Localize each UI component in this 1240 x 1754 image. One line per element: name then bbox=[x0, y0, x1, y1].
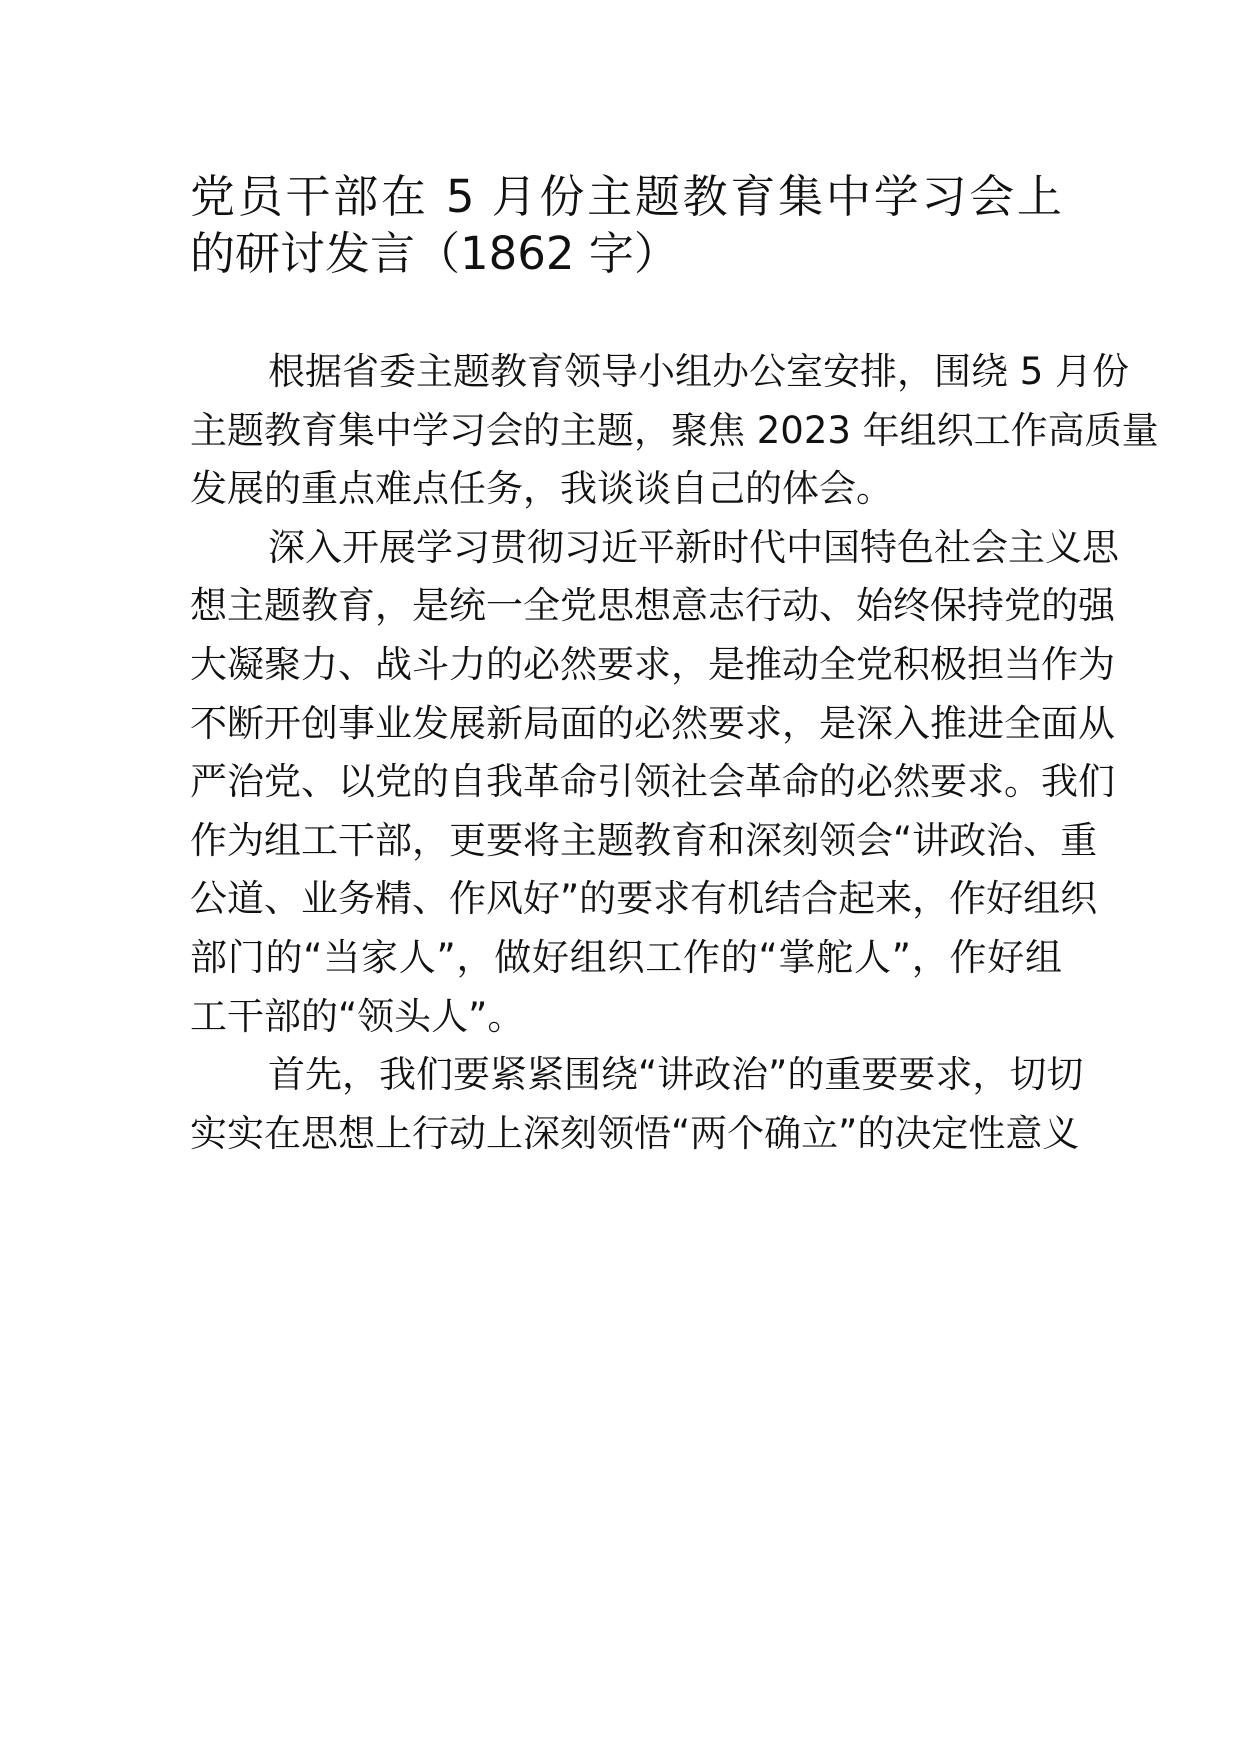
text-line: 不断开创事业发展新局面的必然要求，是深入推进全面从 bbox=[190, 701, 1115, 745]
text-line: 实实在思想上行动上深刻领悟“两个确立”的决定性意义 bbox=[190, 1111, 1080, 1155]
text-line: 作为组工干部，更要将主题教育和深刻领会“讲政治、重 bbox=[190, 818, 1098, 862]
title-line: 党员干部在 5 月份主题教育集中学习会上 bbox=[190, 170, 1062, 223]
text-line: 发展的重点难点任务，我谈谈自己的体会。 bbox=[190, 467, 893, 511]
paragraph bbox=[190, 343, 1159, 519]
document-title bbox=[190, 168, 1062, 282]
text-line: 严治党、以党的自我革命引领社会革命的必然要求。我们 bbox=[190, 760, 1115, 804]
text-line: 公道、业务精、作风好”的要求有机结合起来，作好组织 bbox=[190, 877, 1098, 921]
paragraph bbox=[190, 519, 1119, 1046]
text-line: 工干部的“领头人”。 bbox=[190, 994, 525, 1038]
title-line: 的研讨发言（1862 字） bbox=[190, 227, 679, 280]
paragraph bbox=[190, 1046, 1084, 1163]
document-body bbox=[190, 343, 1159, 1163]
text-line: 主题教育集中学习会的主题，聚焦 2023 年组织工作高质量 bbox=[190, 408, 1159, 452]
text-line: 大凝聚力、战斗力的必然要求，是推动全党积极担当作为 bbox=[190, 642, 1115, 686]
text-line: 部门的“当家人”，做好组织工作的“掌舵人”，作好组 bbox=[190, 935, 1062, 979]
text-line: 首先，我们要紧紧围绕“讲政治”的重要要求，切切 bbox=[268, 1053, 1084, 1097]
text-line: 深入开展学习贯彻习近平新时代中国特色社会主义思 bbox=[268, 525, 1119, 569]
text-line: 想主题教育，是统一全党思想意志行动、始终保持党的强 bbox=[190, 584, 1115, 628]
text-line: 根据省委主题教育领导小组办公室安排，围绕 5 月份 bbox=[268, 350, 1130, 393]
